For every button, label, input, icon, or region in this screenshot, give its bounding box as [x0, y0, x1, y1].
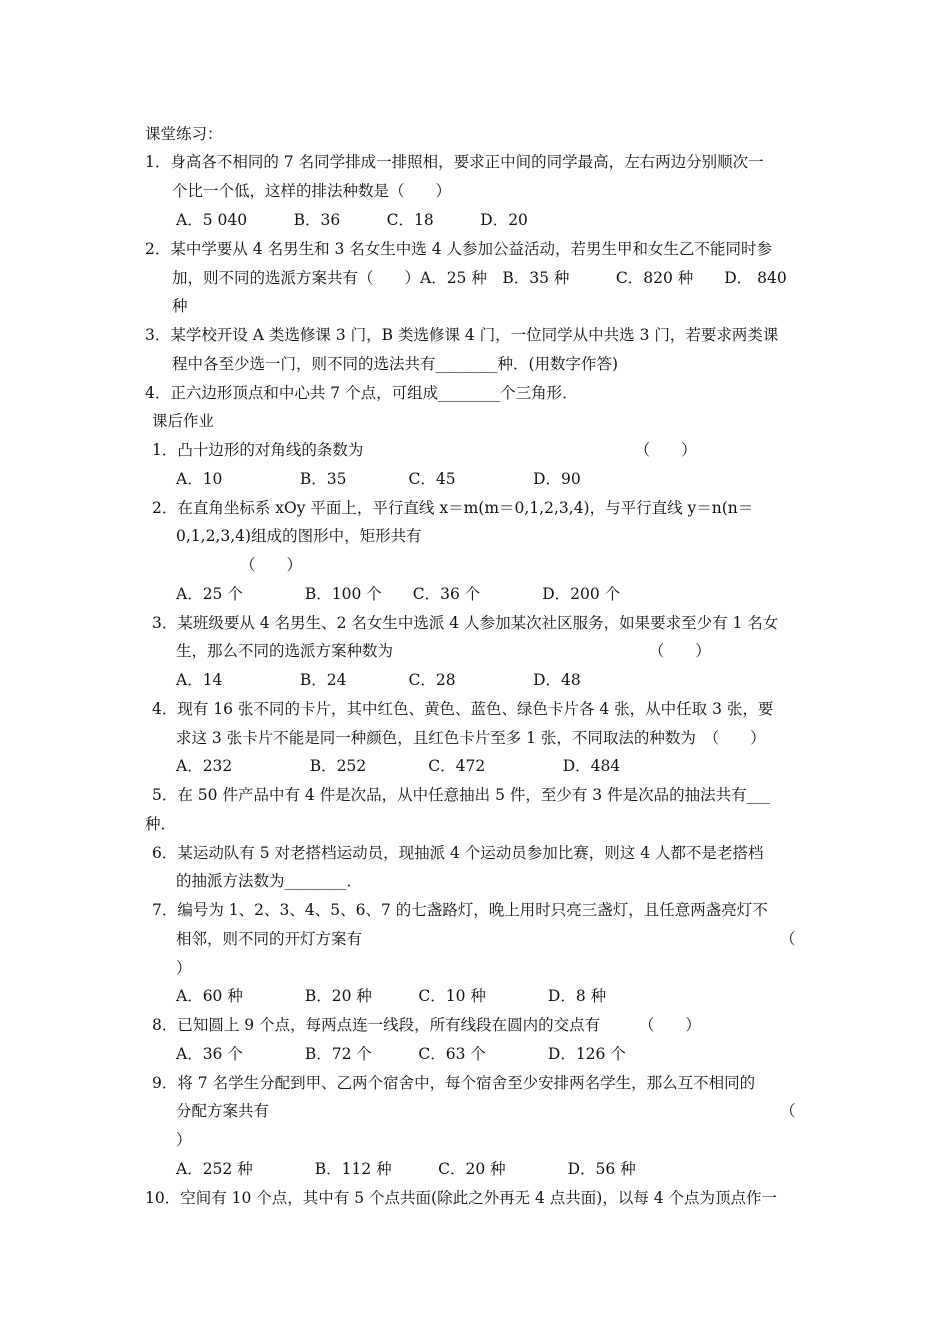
- answer-bracket-close: ）: [176, 1131, 192, 1149]
- question-line: 8．已知圆上 9 个点，每两点连一线段，所有线段在圆内的交点有 （ ）: [152, 1016, 701, 1034]
- answer-options: A．36 个 B．72 个 C．63 个 D．126 个: [176, 1045, 626, 1063]
- question-line: 分配方案共有: [176, 1102, 270, 1120]
- answer-options: A．10 B．35 C．45 D．90: [176, 470, 581, 488]
- answer-options: A．25 个 B．100 个 C．36 个 D．200 个: [176, 585, 621, 603]
- question-line: 生，那么不同的选派方案种数为 （ ）: [176, 642, 711, 660]
- question-line: 个比一个低，这样的排法种数是（ ）: [172, 182, 452, 200]
- section-heading-classroom-practice: 课堂练习：: [145, 125, 223, 143]
- question-line: 6．某运动队有 5 对老搭档运动员，现抽派 4 个运动员参加比赛，则这 4 人都不是老搭档: [152, 844, 764, 862]
- question-line: （ ）: [240, 556, 303, 574]
- answer-options: A．14 B．24 C．28 D．48: [176, 671, 581, 689]
- answer-bracket-close: ）: [176, 959, 192, 977]
- question-line: 3．某学校开设 A 类选修课 3 门，B 类选修课 4 门，一位同学从中共选 3 门，若要求两类课: [145, 326, 779, 344]
- answer-options: A．60 种 B．20 种 C．10 种 D．8 种: [176, 987, 607, 1005]
- question-line: 4．现有 16 张不同的卡片，其中红色、黄色、蓝色、绿色卡片各 4 张，从中任取 3 张，要: [152, 700, 774, 718]
- question-line: 种: [172, 297, 188, 315]
- answer-options: A．252 种 B．112 种 C．20 种 D．56 种: [176, 1160, 636, 1178]
- answer-bracket-open: （: [780, 1102, 796, 1120]
- question-line: 1．凸十边形的对角线的条数为 （ ）: [152, 441, 697, 459]
- question-line: 7．编号为 1、2、3、4、5、6、7 的七盏路灯，晚上用时只亮三盏灯，且任意两盏亮灯不: [152, 901, 768, 919]
- question-line: 程中各至少选一门，则不同的选法共有________种．(用数字作答): [172, 355, 619, 373]
- answer-options: A．5 040 B．36 C．18 D．20: [176, 211, 528, 229]
- question-line: 2．某中学要从 4 名男生和 3 名女生中选 4 人参加公益活动，若男生甲和女生乙不能同时参: [145, 240, 773, 258]
- section-heading-homework: 课后作业: [152, 412, 215, 430]
- question-line: 9．将 7 名学生分配到甲、乙两个宿舍中，每个宿舍至少安排两名学生，那么互不相同的: [152, 1074, 756, 1092]
- question-line: 3．某班级要从 4 名男生、2 名女生中选派 4 人参加某次社区服务，如果要求至少有 1 名女: [152, 614, 779, 632]
- question-line: 相邻，则不同的开灯方案有: [176, 930, 363, 948]
- question-line: 的抽派方法数为________．: [176, 872, 363, 890]
- answer-options: A．232 B．252 C．472 D．484: [176, 757, 621, 775]
- question-line: 0,1,2,3,4)组成的图形中，矩形共有: [176, 527, 422, 545]
- question-line: 求这 3 张卡片不能是同一种颜色，且红色卡片至多 1 张，不同取法的种数为 （ ）: [176, 729, 766, 747]
- question-line: 5．在 50 件产品中有 4 件是次品，从中任意抽出 5 件，至少有 3 件是次品的抽法共有___: [152, 786, 770, 804]
- question-line: 10．空间有 10 个点，其中有 5 个点共面(除此之外再无 4 点共面)，以每 4 个点为顶点作一: [145, 1189, 778, 1207]
- question-line: 1．身高各不相同的 7 名同学排成一排照相，要求正中间的同学最高，左右两边分别顺次一: [145, 153, 764, 171]
- question-line: 4．正六边形顶点和中心共 7 个点，可组成________个三角形．: [145, 384, 578, 402]
- question-line: 2．在直角坐标系 xOy 平面上，平行直线 x＝m(m＝0,1,2,3,4)，与平行直线 y＝n(n＝: [152, 499, 754, 517]
- question-line: 种．: [145, 815, 177, 833]
- answer-bracket-open: （: [780, 930, 796, 948]
- question-line: 加，则不同的选派方案共有（ ）A．25 种 B．35 种 C．820 种 D． 840: [172, 269, 787, 287]
